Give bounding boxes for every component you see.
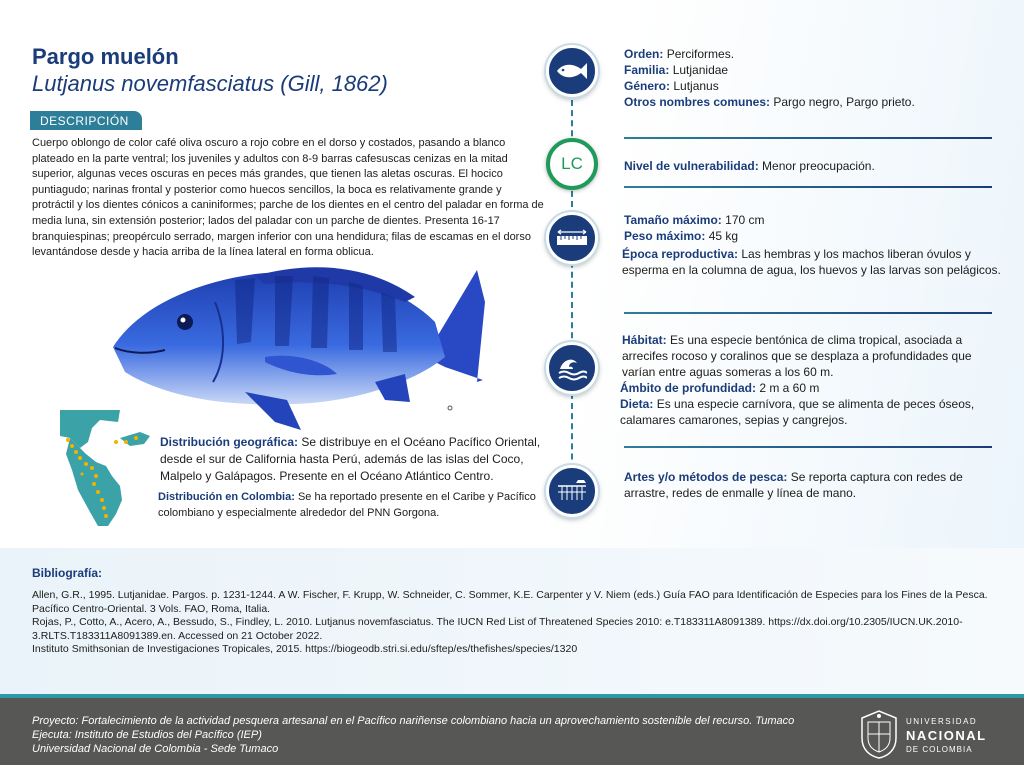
footer-university: Universidad Nacional de Colombia - Sede Tumaco bbox=[32, 743, 279, 755]
epoca-label: Época reproductiva: bbox=[622, 247, 739, 261]
fishing-value: Se reporta captura con redes de arrastre, redes de enmalle y línea de mano. bbox=[624, 470, 963, 500]
description-tab: DESCRIPCIÓN bbox=[30, 111, 142, 130]
dieta-label: Dieta: bbox=[620, 397, 654, 411]
peso-value: 45 kg bbox=[708, 229, 739, 243]
distribution-map bbox=[60, 408, 152, 528]
fishing-block bbox=[624, 469, 996, 501]
footer-project: Proyecto: Fortalecimiento de la actividad pesquera artesanal en el Pacífico nariñense colombiano hacia un aprovechamiento sostenible del recurso. Tumaco bbox=[32, 715, 795, 727]
familia-value: Lutjanidae bbox=[672, 63, 729, 77]
bibliography-item: Instituto Smithsonian de Investigaciones Tropicales, 2015. https://biogeodb.stri.si.edu/sftep/es/thefishes/species/1320 bbox=[32, 643, 578, 655]
colombia-distribution-text: Se ha reportado presente en el Caribe y Pacífico colombiano y especialmente alrededor del PNN Gorgona. bbox=[158, 491, 536, 519]
tamano-label: Tamaño máximo: bbox=[624, 213, 722, 227]
bibliography-item: Allen, G.R., 1995. Lutjanidae. Pargos. p. 1231-1244. A W. Fischer, F. Krupp, W. Schneider, C. Sommer, K.E. Carpenter y V. Niem (eds.) Guía FAO para Identificación de Especies para los Fines de la Pesca. Pacífico Centro-Oriental. 3 Vols. FAO, Roma, Italia. bbox=[32, 589, 988, 615]
genero-value: Lutjanus bbox=[673, 79, 719, 93]
logo-nacional: NACIONAL bbox=[906, 728, 987, 743]
taxonomy-block bbox=[624, 46, 1004, 110]
orden-label: Orden: bbox=[624, 47, 664, 61]
epoca-value: Las hembras y los machos liberan óvulos y esperma en la columna de agua, los huevos y las larvas son pelágicos. bbox=[622, 247, 1001, 277]
separator bbox=[624, 312, 992, 314]
colombia-distribution bbox=[158, 490, 544, 521]
common-name: Pargo muelón bbox=[32, 44, 179, 69]
geo-distribution-label: Distribución geográfica: bbox=[160, 435, 299, 449]
vulnerability-label: Nivel de vulnerabilidad: bbox=[624, 159, 759, 173]
genero-label: Género: bbox=[624, 79, 671, 93]
separator bbox=[624, 137, 992, 139]
scientific-name: Lutjanus novemfasciatus (Gill, 1862) bbox=[32, 71, 388, 96]
otros-value: Pargo negro, Pargo prieto. bbox=[773, 95, 915, 109]
dieta-value: Es una especie carnívora, que se alimenta de peces óseos, calamares camarones, sepias y cangrejos. bbox=[620, 397, 975, 427]
logo-de-colombia: DE COLOMBIA bbox=[906, 745, 973, 754]
geographic-distribution bbox=[160, 434, 546, 485]
lc-badge bbox=[546, 138, 598, 190]
habitat-label: Hábitat: bbox=[622, 333, 667, 347]
bibliography-item: Rojas, P., Cotto, A., Acero, A., Bessudo, S., Findley, L. 2010. Lutjanus novemfasciatus. The IUCN Red List of Threatened Species 2010: e.T183311A8091389. https://dx.doi.org/10.2305/IUCN.UK.2010-3.RLTS.T183311A8091389.en. Accessed on 21 October 2022. bbox=[32, 616, 963, 642]
description-text: Cuerpo oblongo de color café oliva oscuro a rojo cobre en el dorso y costados, pasando a blanco plateado en la parte ventral; los juveniles y adultos con 8-9 barras cafesuscas cenizas en la mitad superior, algunas veces oscuras en peces más grandes, que tienen las aletas oscuras. El hocico puntiagudo; narinas frontal y posterior como huecos sencillos, la boca es relativamente grande y protráctil y los dientes cónicos a caniniformes; parche de los dientes en el centro del paladar en forma de media luna, sin extensión posterior; lados del paladar con un parche de dientes. Presenta 16-17 branquiespinas; preopérculo serrado, margen inferior con una hendidura; filas de escamas en el dorso levantándose desde y hacia arriba de la línea lateral en forma oblicua. bbox=[32, 137, 544, 259]
separator bbox=[624, 446, 992, 448]
colombia-distribution-label: Distribución en Colombia: bbox=[158, 491, 295, 503]
habitat-value: Es una especie bentónica de clima tropical, asociada a arrecifes rocoso y coralinos que se desplaza a profundidades que varían entre aguas someras a los 60 m. bbox=[622, 333, 972, 379]
familia-label: Familia: bbox=[624, 63, 670, 77]
epoca-block bbox=[622, 246, 1002, 278]
tamano-value: 170 cm bbox=[725, 213, 765, 227]
otros-label: Otros nombres comunes: bbox=[624, 95, 771, 109]
university-seal-icon bbox=[858, 708, 900, 760]
fish-icon bbox=[546, 45, 598, 97]
ruler-icon bbox=[546, 212, 598, 264]
logo-universidad: UNIVERSIDAD bbox=[906, 717, 978, 726]
vulnerability-value: Menor preocupación. bbox=[762, 159, 875, 173]
bibliography-title: Bibliografía: bbox=[32, 566, 103, 580]
orden-value: Perciformes. bbox=[666, 47, 735, 61]
fishing-label: Artes y/o métodos de pesca: bbox=[624, 470, 788, 484]
peso-label: Peso máximo: bbox=[624, 229, 706, 243]
size-block bbox=[624, 212, 1004, 244]
habitat-block bbox=[622, 332, 992, 380]
dieta-block bbox=[620, 396, 1000, 428]
vulnerability-block bbox=[624, 158, 1004, 174]
fish-illustration bbox=[105, 262, 495, 432]
ambito-block bbox=[620, 380, 1000, 396]
geo-distribution-text: Se distribuye en el Océano Pacífico Oriental, desde el sur de California hasta Perú, además de las islas del Coco, Malpelo y Galápagos. Presente en el Océano Atlántico Centro. bbox=[160, 435, 541, 483]
fishing-net-icon bbox=[546, 465, 598, 517]
separator bbox=[624, 186, 992, 188]
ambito-label: Ámbito de profundidad: bbox=[620, 381, 756, 395]
waves-icon bbox=[546, 342, 598, 394]
lc-badge-text: LC bbox=[561, 154, 583, 173]
footer-executor: Ejecuta: Instituto de Estudios del Pacífico (IEP) bbox=[32, 729, 262, 741]
ambito-value: 2 m a 60 m bbox=[759, 381, 820, 395]
